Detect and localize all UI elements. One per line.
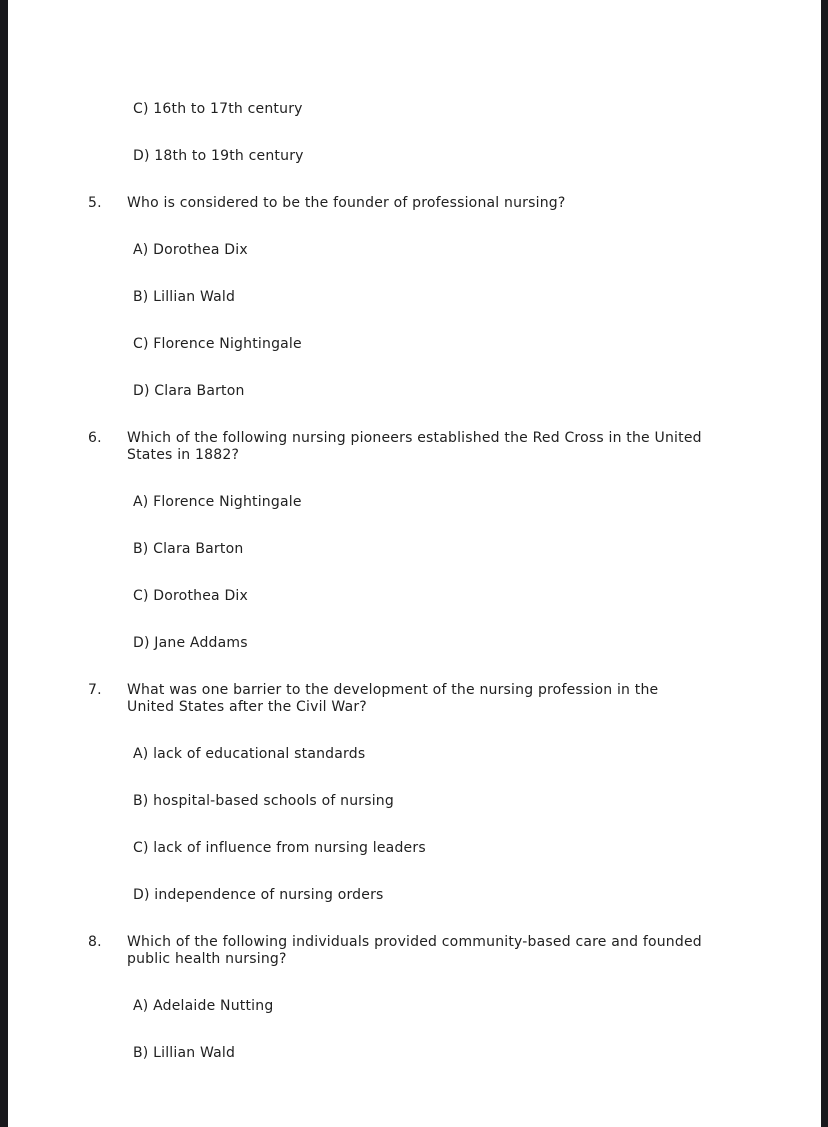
answer-option-c: C) 16th to 17th century (133, 101, 303, 117)
question-number: 6. (88, 430, 102, 446)
question-8 (88, 934, 828, 968)
question-text-line: States in 1882? (127, 447, 240, 463)
question-text-line: Which of the following nursing pioneers established the Red Cross in the United (127, 430, 702, 446)
page-right-edge-bar (821, 0, 828, 1127)
question-number: 5. (88, 195, 102, 211)
answer-option-d: D) Jane Addams (133, 635, 248, 651)
answer-option-a: A) Florence Nightingale (133, 494, 302, 510)
question-text (127, 430, 702, 464)
answer-option-a: A) lack of educational standards (133, 746, 366, 762)
page-left-edge-bar (0, 0, 8, 1127)
question-text-line: public health nursing? (127, 951, 287, 967)
question-number: 7. (88, 682, 102, 698)
question-text (127, 934, 702, 968)
question-text (127, 682, 658, 716)
answer-option-b: B) Lillian Wald (133, 1045, 236, 1061)
question-7 (88, 682, 828, 716)
answer-option-d: D) 18th to 19th century (133, 148, 304, 164)
question-text-line: Who is considered to be the founder of professional nursing? (127, 195, 566, 211)
question-text-line: United States after the Civil War? (127, 699, 367, 715)
answer-option-c: C) lack of influence from nursing leaders (133, 840, 426, 856)
answer-option-c: C) Florence Nightingale (133, 336, 302, 352)
answer-option-a: A) Adelaide Nutting (133, 998, 274, 1014)
question-text (127, 195, 566, 212)
question-5 (88, 195, 828, 212)
answer-option-b: B) Lillian Wald (133, 289, 236, 305)
answer-option-d: D) Clara Barton (133, 383, 245, 399)
question-text-line: What was one barrier to the development of the nursing profession in the (127, 682, 659, 698)
answer-option-c: C) Dorothea Dix (133, 588, 249, 604)
question-6 (88, 430, 828, 464)
answer-option-a: A) Dorothea Dix (133, 242, 248, 258)
question-text-line: Which of the following individuals provided community-based care and founded (127, 934, 702, 950)
question-number: 8. (88, 934, 102, 950)
answer-option-b: B) Clara Barton (133, 541, 244, 557)
answer-option-d: D) independence of nursing orders (133, 887, 384, 903)
answer-option-b: B) hospital-based schools of nursing (133, 793, 394, 809)
